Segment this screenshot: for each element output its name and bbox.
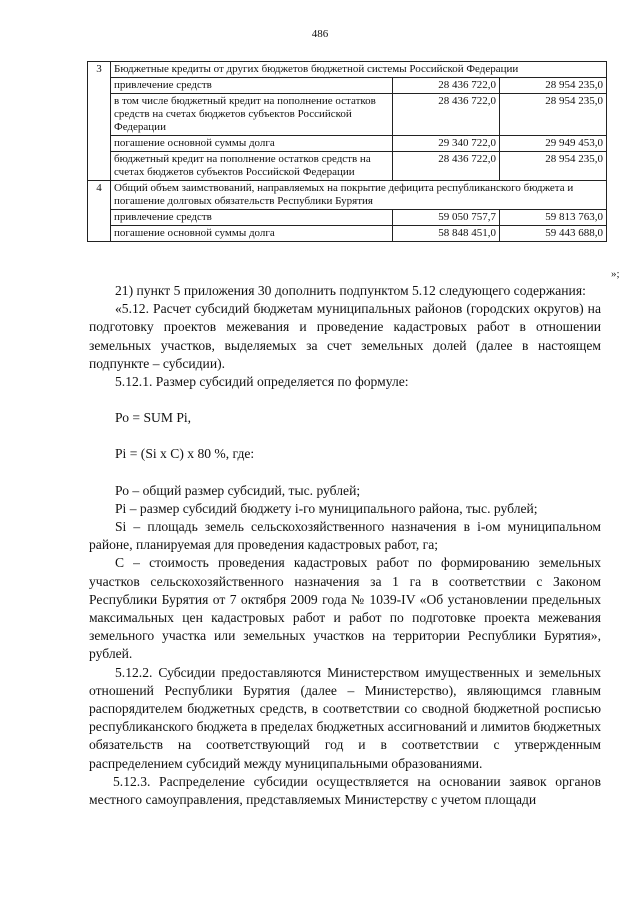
paragraph-amendment: 21) пункт 5 приложения 30 дополнить подпунктом 5.12 следующего содержания:: [115, 283, 586, 298]
row-value-1: 58 848 451,0: [393, 226, 500, 242]
definition-po: Ро – общий размер субсидий, тыс. рублей;: [115, 482, 361, 498]
row-value-2: 28 954 235,0: [500, 152, 607, 181]
row-value-1: 59 050 757,7: [393, 210, 500, 226]
section-title: Бюджетные кредиты от других бюджетов бюджетной системы Российской Федерации: [111, 62, 607, 78]
formula-total: Ро = SUM Pi,: [115, 410, 192, 426]
definition-pi: Pi – размер субсидий бюджету i-го муниципального района, тыс. рублей;: [115, 500, 538, 516]
paragraph-5-12-1: 5.12.1. Размер субсидий определяется по формуле:: [115, 374, 409, 390]
definition-si: Si – площадь земель сельскохозяйственного назначения в i-ом муниципальном районе, планируемая для проведения кадастровых работ, га;: [89, 519, 601, 553]
section-title: Общий объем заимствований, направляемых на покрытие дефицита республиканского бюджета и погашение долговых обязательств Республики Бурятия: [111, 181, 607, 210]
row-label: привлечение средств: [111, 78, 393, 94]
row-value-2: 29 949 453,0: [500, 136, 607, 152]
table-row: [88, 136, 607, 152]
table-closing-quote: »;: [611, 268, 620, 280]
paragraph-5-12: «5.12. Расчет субсидий бюджетам муниципальных районов (городских округов) на подготовку проектов межевания и проведение кадастровых работ в отношении земельных участков, выделяемых за счет земельных долей (далее в настоящем подпункте – субсидии).: [89, 301, 601, 371]
table-section-header: [88, 181, 607, 210]
document-body: [89, 282, 601, 809]
row-value-1: 29 340 722,0: [393, 136, 500, 152]
table-row: [88, 152, 607, 181]
row-value-2: 28 954 235,0: [500, 78, 607, 94]
row-label: привлечение средств: [111, 210, 393, 226]
definition-c: С – стоимость проведения кадастровых работ по формированию земельных участков сельскохозяйственного назначения за 1 га в соответствии с Законом Республики Бурятия от 7 октября 2009 года № 1039-IV «Об установлении предельных максимальных цен кадастровых работ и работ по подготовке проекта межевания земельного участка или земельных участков на территории Республики Бурятия», рублей.: [89, 555, 601, 662]
table-row: [88, 226, 607, 242]
section-number: 3: [88, 62, 111, 181]
section-number: 4: [88, 181, 111, 242]
borrowing-table: [87, 61, 607, 242]
table-section-header: [88, 62, 607, 78]
row-value-2: 28 954 235,0: [500, 94, 607, 136]
row-label: в том числе бюджетный кредит на пополнение остатков средств на счетах бюджетов субъектов Российской Федерации: [111, 94, 393, 136]
row-label: погашение основной суммы долга: [111, 136, 393, 152]
table-row: [88, 210, 607, 226]
row-value-1: 28 436 722,0: [393, 78, 500, 94]
paragraph-5-12-3: 5.12.3. Распределение субсидии осуществляется на основании заявок органов местного самоуправления, представляемых Министерству с учетом площади: [89, 773, 601, 808]
formula-district: Pi = (Si x C) x 80 %, где:: [115, 446, 255, 462]
row-label: бюджетный кредит на пополнение остатков средств на счетах бюджетов субъектов Российской Федерации: [111, 152, 393, 181]
row-value-1: 28 436 722,0: [393, 94, 500, 136]
table-row: [88, 78, 607, 94]
row-value-2: 59 443 688,0: [500, 226, 607, 242]
paragraph-5-12-2: 5.12.2. Субсидии предоставляются Министерством имущественных и земельных отношений Республики Бурятия (далее – Министерство), являющимся главным распорядителем бюджетных средств, в соответствии со сводной бюджетной росписью республиканского бюджета в пределах бюджетных ассигнований и лимитов бюджетных обязательств на соответствующий год и в соответствии с утвержденным распределением субсидий между муниципальными образованиями.: [89, 664, 601, 771]
row-value-1: 28 436 722,0: [393, 152, 500, 181]
table-row: [88, 94, 607, 136]
page-number: 486: [311, 28, 329, 40]
row-value-2: 59 813 763,0: [500, 210, 607, 226]
row-label: погашение основной суммы долга: [111, 226, 393, 242]
